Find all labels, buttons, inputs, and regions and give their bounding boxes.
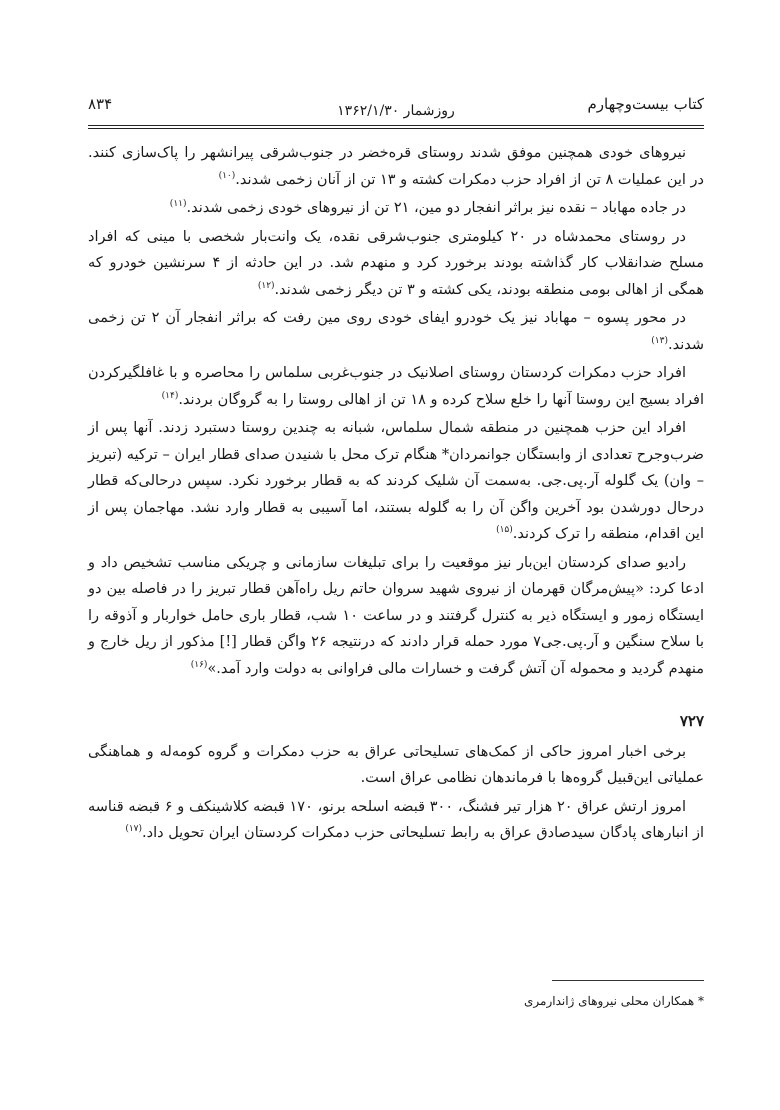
citation-note: (۱۷) xyxy=(125,824,143,835)
entry-paragraph: امروز ارتش عراق ۲۰ هزار تیر فشنگ، ۳۰۰ قبضه اسلحه برنو، ۱۷۰ قبضه کلاشینکف و ۶ قبضه قناسه از انبارهای پادگان سیدصادق عراق به رابط تسلیحاتی حزب دمکرات کردستان ایران تحویل داد.$^{(۱۷)}$ xyxy=(88,798,704,841)
citation-note: (۱۱) xyxy=(169,199,187,210)
header-rule-thin xyxy=(88,128,704,129)
page-header xyxy=(88,93,704,123)
page-number: ۸۳۴ xyxy=(88,95,113,113)
body-text xyxy=(88,140,704,849)
citation-note: (۱۴) xyxy=(161,390,179,401)
paragraph: در جاده مهاباد – نقده نیز براثر انفجار دو مین، ۲۱ تن از نیروهای خودی زخمی شدند.$^{(۱۱)}$ xyxy=(169,199,686,216)
entry-paragraph: برخی اخبار امروز حاکی از کمک‌های تسلیحاتی عراق به حزب دمکرات و گروه کومه‌له و هماهنگی عملیاتی این‌قبیل گروه‌ها با فرماندهان نظامی عراق است. xyxy=(88,743,704,786)
paragraph: در محور پسوه – مهاباد نیز یک خودرو ایفای خودی روی مین رفت که براثر انفجار آن ۲ تن زخمی شدند.$^{(۱۳)}$ xyxy=(88,310,704,353)
footnote: * همکاران محلی نیروهای ژاندارمری xyxy=(524,994,704,1008)
paragraph: در روستای محمدشاه در ۲۰ کیلومتری جنوب‌شرقی نقده، یک وانت‌بار شخصی با مینی که افراد مسلح ضدانقلاب کار گذاشته بودند برخورد کرد و منهدم شد. در این حادثه از ۴ سرنشین خودرو که همگی از اهالی بومی منطقه بودند، یکی کشته و ۳ تن دیگر زخمی شدند.$^{(۱۲)}$ xyxy=(88,228,704,298)
paragraph: افراد حزب دمکرات کردستان روستای اصلانیک در جنوب‌غربی سلماس را محاصره و با غافلگیرکردن افراد بسیج این روستا آنها را خلع سلاح کرده و ۱۸ تن از اهالی روستا را به گروگان بردند.$^{(۱۴)}$ xyxy=(88,365,704,408)
book-title: کتاب بیست‌وچهارم xyxy=(587,95,704,113)
citation-note: (۱۵) xyxy=(496,525,513,536)
diary-date: روزشمار ۱۳۶۲/۱/۳۰ xyxy=(337,103,455,119)
citation-note: (۱۰) xyxy=(218,170,236,181)
entry-number: ۷۲۷ xyxy=(679,712,704,730)
paragraph: نیروهای خودی همچنین موفق شدند روستای قره‌خضر در جنوب‌شرقی پیرانشهر را پاک‌سازی کنند. در این عملیات ۸ تن از افراد حزب دمکرات کشته و ۱۳ تن از آنان زخمی شدند.$^{(۱۰)}$ xyxy=(88,145,704,188)
citation-note: (۱۳) xyxy=(651,335,668,346)
paragraph: افراد این حزب همچنین در منطقه شمال سلماس، شبانه به چندین روستا دستبرد زدند. آنها پس از ضرب‌وجرح تعدادی از وابستگان جوانمردان* هنگام ترک محل با شنیدن صدای قطار ایران – ترکیه (تبریز – وان) یک گلوله آر.پی.جی. به‌سمت آن شلیک کردند که به قطار برخورد نکرد. سپس درحالی‌که قطار درحال دورشدن بود آخرین واگن آن را به گلوله بستند، اما آسیبی به قطار وارد نشد. مهاجمان پس از این اقدام، منطقه را ترک کردند.$^{(۱۵)}$ xyxy=(88,420,704,542)
footnote-rule xyxy=(552,980,704,981)
header-rule xyxy=(88,125,704,126)
citation-note: (۱۲) xyxy=(257,280,275,291)
citation-note: (۱۶) xyxy=(190,659,208,670)
paragraph: رادیو صدای کردستان این‌بار نیز موقعیت را برای تبلیغات سازمانی و چریکی مناسب تشخیص داد و ادعا کرد: «پیش‌مرگان قهرمان از نیروی شهید سروان حاتم ریل راه‌آهن قطار تبریز را در فاصله بین دو ایستگاه زمور و ایستگاه ذیر به کنترل گرفتند و در ساعت ۱۰ شب، قطار باری حامل خواربار و آذوقه را با سلاح سنگین و آر.پی.جی۷ مورد حمله قرار دادند که درنتیجه ۲۶ واگن قطار [!] مذکور از ریل خارج و منهدم گردید و محموله آن آتش گرفت و خسارات مالی فراوانی به دولت وارد آمد.»$^{(۱۶)}$ xyxy=(88,554,704,677)
